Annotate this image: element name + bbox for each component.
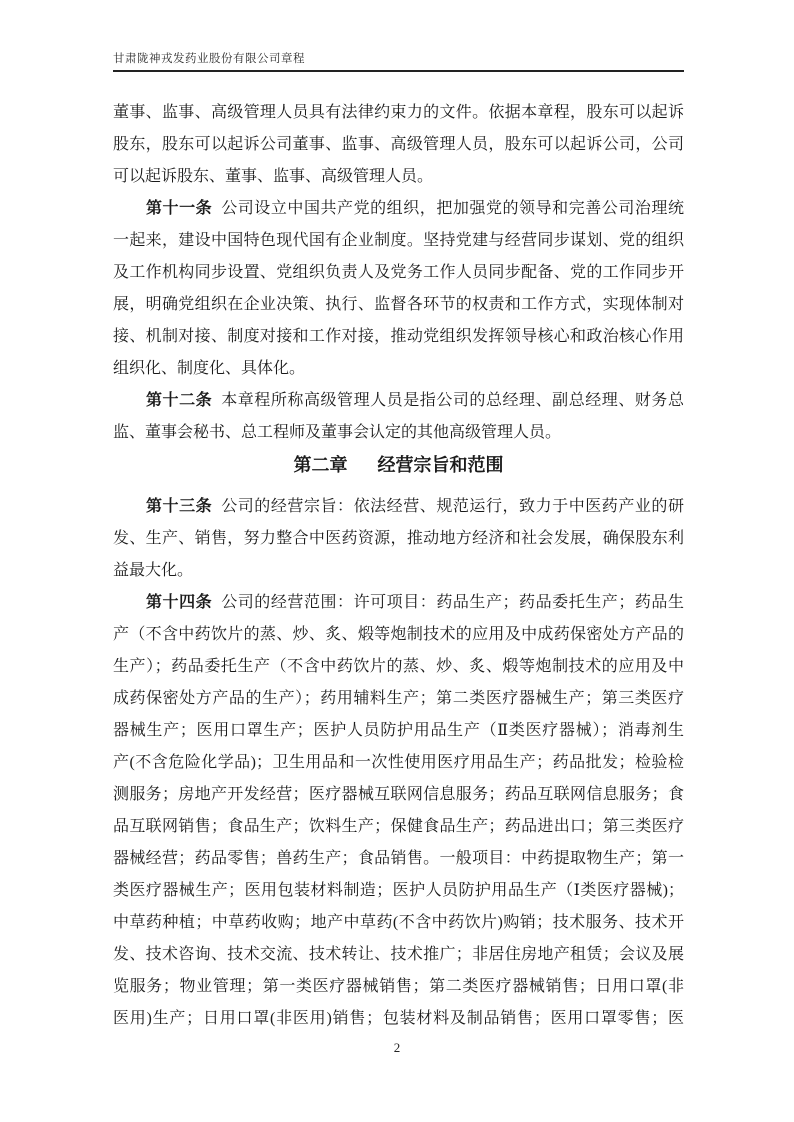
- text-line: 股东，股东可以起诉公司董事、监事、高级管理人员，股东可以起诉公司，公司: [113, 136, 684, 153]
- document-body: [113, 97, 684, 1035]
- chapter-heading: [113, 449, 684, 481]
- line-text: 本章程所称高级管理人员是指公司的总经理、副总经理、财务总: [221, 392, 684, 409]
- article-number: 第十二条: [146, 392, 213, 409]
- header-title: 甘肃陇神戎发药业股份有限公司章程: [113, 53, 305, 65]
- text-line: 器械生产；医用口罩生产；医护人员防护用品生产（Ⅱ类医疗器械）；消毒剂生: [113, 722, 684, 739]
- text-line: 董事、监事、高级管理人员具有法律约束力的文件。依据本章程，股东可以起诉: [113, 104, 684, 121]
- text-line: 组织化、制度化、具体化。: [113, 360, 306, 377]
- text-line: [113, 491, 684, 523]
- text-line: 发、技术咨询、技术交流、技术转让、技术推广；非居住房地产租赁；会议及展: [113, 946, 684, 963]
- text-line: 成药保密处方产品的生产）；药用辅料生产；第二类医疗器械生产；第三类医疗: [113, 690, 684, 707]
- text-line: [113, 385, 684, 417]
- text-line: 中草药种植；中草药收购；地产中草药(不含中药饮片)购销；技术服务、技术开: [113, 914, 684, 931]
- text-line: 器械经营；药品零售；兽药生产；食品销售。一般项目：中药提取物生产；第一: [113, 850, 684, 867]
- text-line: 发、生产、销售，努力整合中医药资源，推动地方经济和社会发展，确保股东利: [113, 530, 684, 547]
- page-header: [113, 0, 684, 72]
- text-line: 品互联网销售；食品生产；饮料生产；保健食品生产；药品进出口；第三类医疗: [113, 818, 684, 835]
- paragraph-article-12: [113, 385, 684, 449]
- text-line: 及工作机构同步设置、党组织负责人及党务工作人员同步配备、党的工作同步开: [113, 264, 684, 281]
- text-line: 产（不含中药饮片的蒸、炒、炙、煅等炮制技术的应用及中成药保密处方产品的: [113, 626, 684, 643]
- text-line: 可以起诉股东、董事、监事、高级管理人员。: [113, 168, 434, 185]
- article-number: 第十四条: [146, 594, 213, 611]
- chapter-number: 第二章: [293, 455, 348, 475]
- text-line: 监、董事会秘书、总工程师及董事会认定的其他高级管理人员。: [113, 424, 562, 441]
- text-line: 展，明确党组织在企业决策、执行、监督各环节的权责和工作方式，实现体制对: [113, 296, 684, 313]
- paragraph-article-13: [113, 491, 684, 587]
- text-line: 医用)生产；日用口罩(非医用)销售；包装材料及制品销售；医用口罩零售；医: [113, 1010, 684, 1027]
- line-text: 公司的经营范围：许可项目：药品生产；药品委托生产；药品生: [221, 594, 684, 611]
- text-line: 测服务；房地产开发经营；医疗器械互联网信息服务；药品互联网信息服务；食: [113, 786, 684, 803]
- page-number: 2: [393, 1040, 401, 1055]
- paragraph-article-14: [113, 587, 684, 1035]
- text-line: [113, 587, 684, 619]
- paragraph-article-11: [113, 193, 684, 385]
- text-line: 一起来，建设中国特色现代国有企业制度。坚持党建与经营同步谋划、党的组织: [113, 232, 684, 249]
- line-text: 公司设立中国共产党的组织，把加强党的领导和完善公司治理统: [221, 200, 684, 217]
- chapter-title: 经营宗旨和范围: [377, 455, 504, 475]
- text-line: 益最大化。: [113, 562, 194, 579]
- text-line: 览服务；物业管理；第一类医疗器械销售；第二类医疗器械销售；日用口罩(非: [113, 978, 684, 995]
- text-line: 生产）；药品委托生产（不含中药饮片的蒸、炒、炙、煅等炮制技术的应用及中: [113, 658, 684, 675]
- article-number: 第十一条: [146, 200, 213, 217]
- page-footer: [0, 1040, 794, 1056]
- text-line: 类医疗器械生产；医用包装材料制造；医护人员防护用品生产（Ⅰ类医疗器械)；: [113, 882, 684, 899]
- paragraph-continuation: [113, 97, 684, 193]
- text-line: [113, 193, 684, 225]
- article-number: 第十三条: [146, 498, 213, 515]
- text-line: 接、机制对接、制度对接和工作对接，推动党组织发挥领导核心和政治核心作用: [113, 328, 684, 345]
- line-text: 公司的经营宗旨：依法经营、规范运行，致力于中医药产业的研: [221, 498, 684, 515]
- text-line: 产(不含危险化学品)；卫生用品和一次性使用医疗用品生产；药品批发；检验检: [113, 754, 684, 771]
